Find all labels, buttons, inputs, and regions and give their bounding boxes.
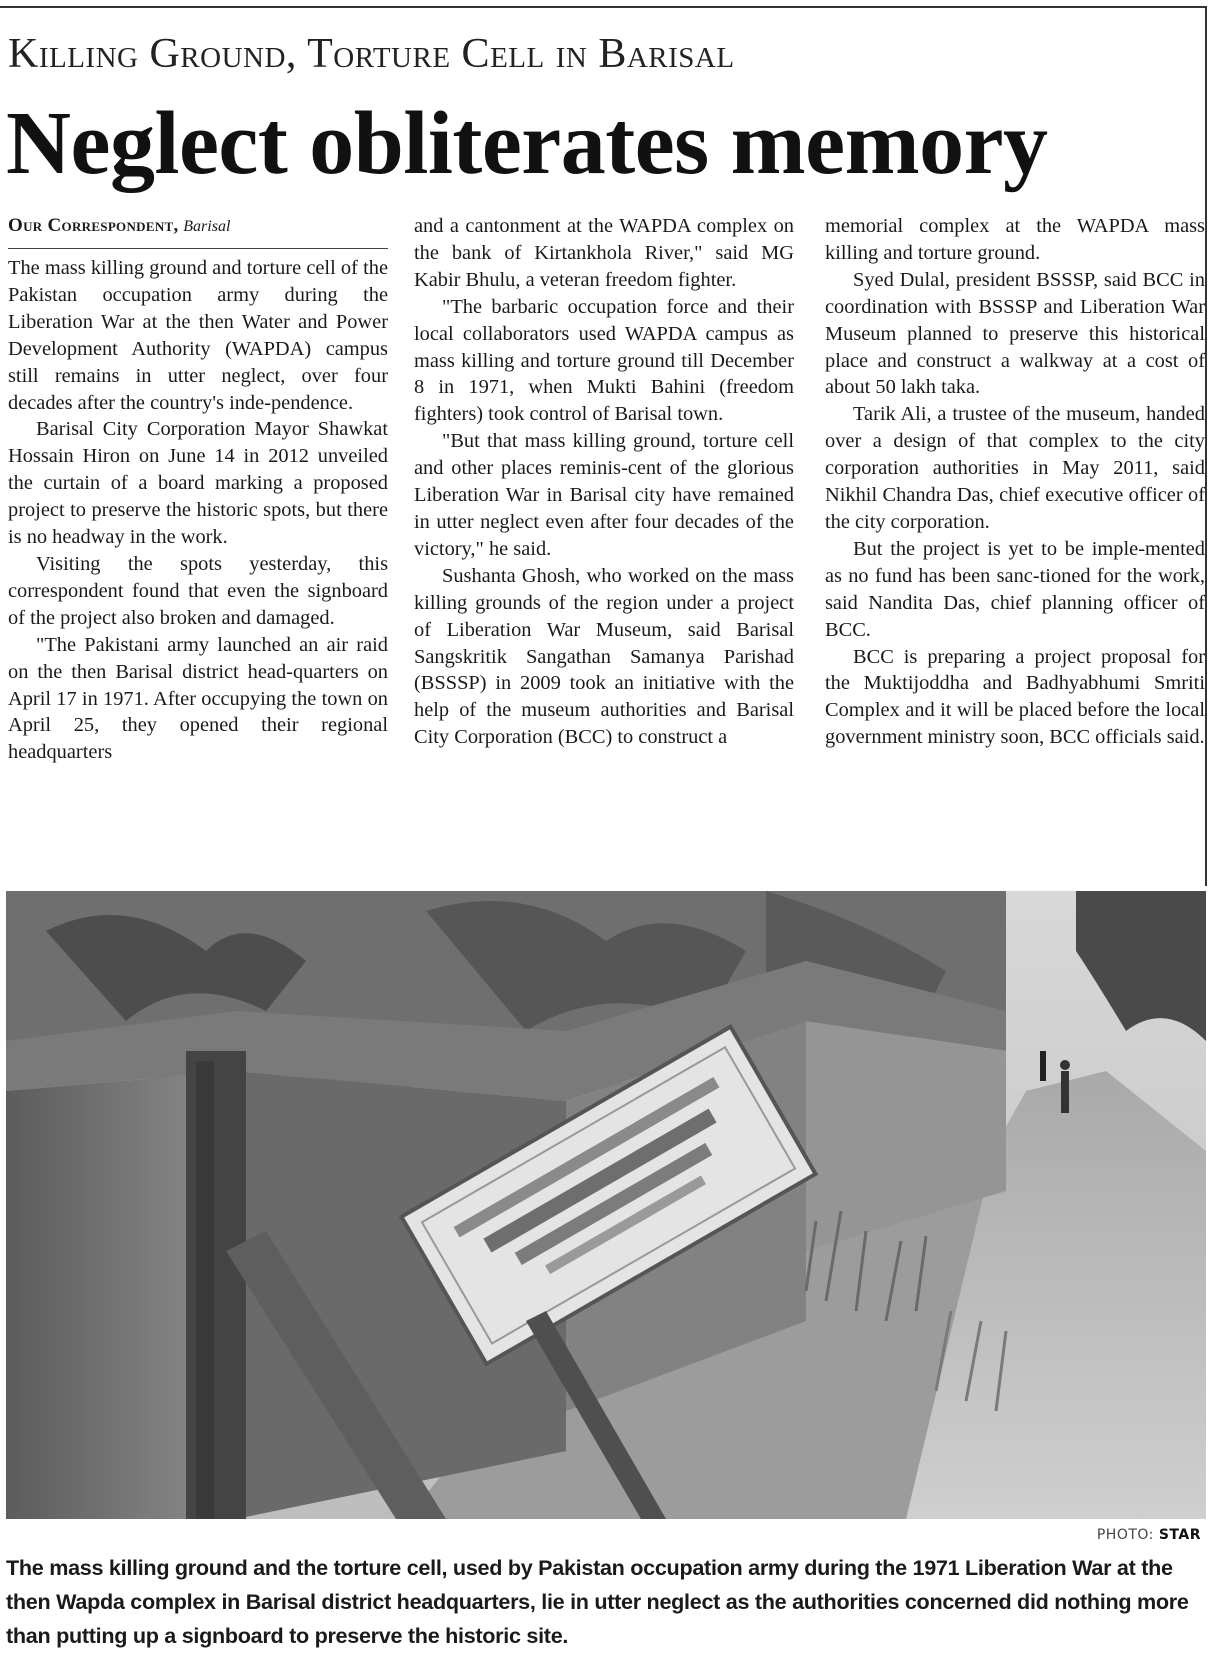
headline: Neglect obliterates memory	[6, 94, 1048, 193]
top-rule	[0, 6, 1207, 8]
paragraph: The mass killing ground and torture cell of the Pakistan occupation army during the Liberation War at the then Water and Power Development Authority (WAPDA) campus still remains in utter neglect, over four decades after the country's inde-pendence.	[8, 257, 388, 414]
paragraph: Visiting the spots yesterday, this correspondent found that even the signboard of the project also broken and damaged.	[8, 552, 388, 629]
paragraph: memorial complex at the WAPDA mass killing and torture ground.	[825, 215, 1205, 264]
credit-label: PHOTO:	[1096, 1527, 1154, 1543]
column-3	[825, 213, 1205, 751]
column-1	[8, 213, 388, 766]
byline	[8, 213, 388, 249]
photo-caption: The mass killing ground and the torture cell, used by Pakistan occupation army during the 1971 Liberation War at the then Wapda complex in Barisal district headquarters, lie in utter neglect as the authorities concerned did nothing more than putting up a signboard to preserve the historic site.	[6, 1555, 1189, 1648]
article-body	[8, 213, 1208, 883]
paragraph: Tarik Ali, a trustee of the museum, handed over a design of that complex to the city corporation authorities in May 2011, said Nikhil Chandra Das, chief executive officer of the city corporation.	[825, 403, 1205, 533]
photo-credit	[1097, 1527, 1201, 1543]
credit-source: STAR	[1158, 1527, 1201, 1543]
news-photo	[6, 891, 1206, 1519]
photo-illustration	[6, 891, 1206, 1519]
paragraph: "But that mass killing ground, torture cell and other places reminis-cent of the glorious Liberation War in Barisal city have remained in utter neglect even after four decades of the victory," he said.	[414, 430, 794, 560]
paragraph: But the project is yet to be imple-mented as no fund has been sanc-tioned for the work, said Nandita Das, chief planning officer of BCC.	[825, 537, 1205, 641]
paragraph: and a cantonment at the WAPDA complex on the bank of Kirtankhola River," said MG Kabir Bhulu, a veteran freedom fighter.	[414, 215, 794, 291]
byline-place: Barisal	[183, 218, 231, 235]
paragraph: BCC is preparing a project proposal for the Muktijoddha and Badhyabhumi Smriti Complex and it will be placed before the local government ministry soon, BCC officials said.	[825, 645, 1205, 749]
byline-name: Our Correspondent,	[8, 215, 179, 236]
column-2	[414, 213, 794, 751]
paragraph: Syed Dulal, president BSSSP, said BCC in coordination with BSSSP and Liberation War Museum planned to preserve this historical place and construct a walkway at a cost of about 50 lakh taka.	[825, 268, 1205, 399]
kicker: Killing Ground, Torture Cell in Barisal	[8, 31, 735, 77]
paragraph: "The Pakistani army launched an air raid on the then Barisal district head-quarters on April 17 in 1971. After occupying the town on April 25, they opened their regional headquarters	[8, 633, 388, 764]
paragraph: "The barbaric occupation force and their local collaborators used WAPDA campus as mass killing and torture ground till December 8 in 1971, when Mukti Bahini (freedom fighters) took control of Barisal town.	[414, 295, 794, 426]
paragraph: Sushanta Ghosh, who worked on the mass killing grounds of the region under a project of Liberation War Museum, said Barisal Sangskritik Sangathan Samanya Parishad (BSSSP) in 2009 took an initiative with the help of the museum authorities and Barisal City Corporation (BCC) to construct a	[414, 564, 794, 749]
paragraph: Barisal City Corporation Mayor Shawkat Hossain Hiron on June 14 in 2012 unveiled the curtain of a board marking a proposed project to preserve the historic spots, but there is no headway in the work.	[8, 418, 388, 549]
